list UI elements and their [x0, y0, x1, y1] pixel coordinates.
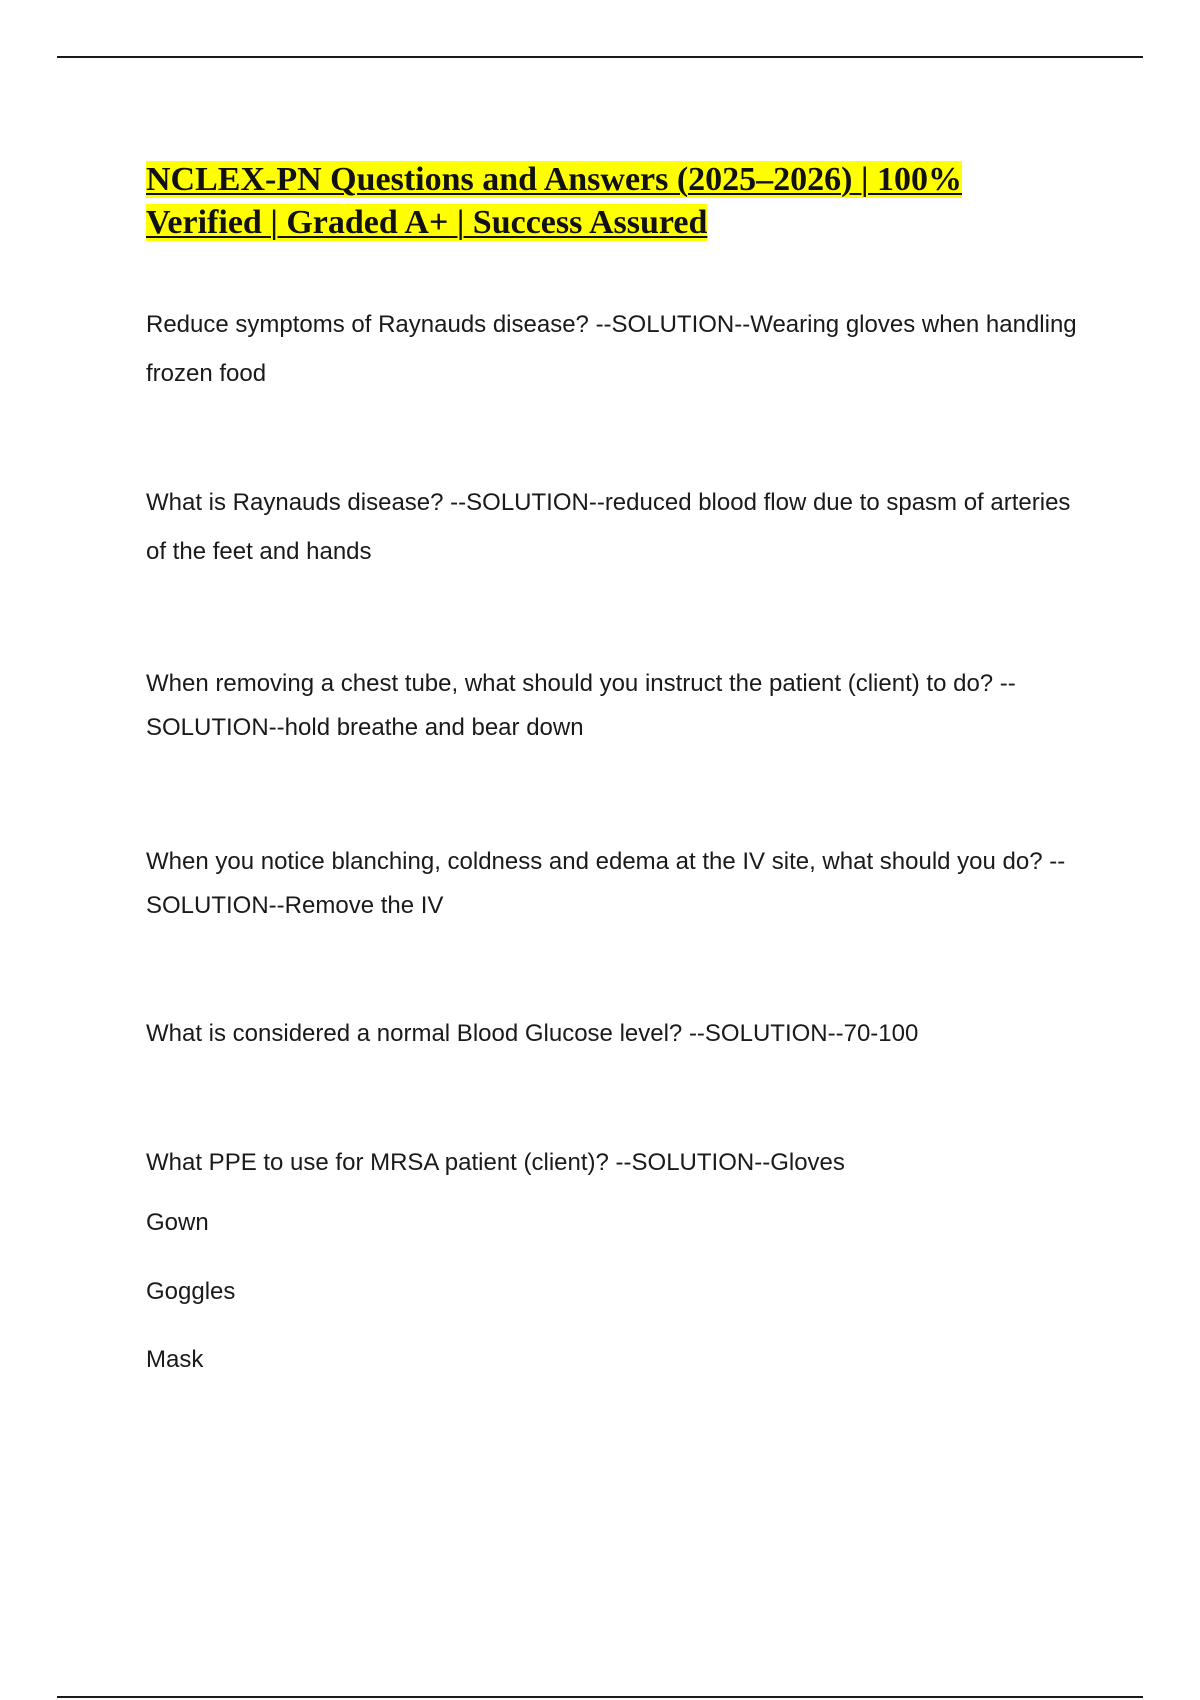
header-rule [57, 56, 1143, 58]
title-line-1: NCLEX-PN Questions and Answers (2025–2026) | 100% [146, 161, 962, 198]
title-line-2: Verified | Graded A+ | Success Assured [146, 204, 708, 241]
ppe-item-mask: Mask [146, 1346, 204, 1373]
ppe-item-goggles: Goggles [146, 1278, 236, 1305]
qa-item-chest-tube: When removing a chest tube, what should you instruct the patient (client) to do? --SOLUTION--hold breathe and bear down [146, 670, 1016, 741]
qa-item-raynauds-symptoms: Reduce symptoms of Raynauds disease? --SOLUTION--Wearing gloves when handling frozen food [146, 311, 1077, 387]
qa-item-blood-glucose: What is considered a normal Blood Glucose level? --SOLUTION--70-100 [146, 1020, 919, 1047]
qa-item-iv-site: When you notice blanching, coldness and edema at the IV site, what should you do? --SOLUTION--Remove the IV [146, 848, 1066, 919]
document-title [146, 158, 1066, 244]
qa-item-raynauds-definition: What is Raynauds disease? --SOLUTION--reduced blood flow due to spasm of arteries of the feet and hands [146, 489, 1071, 565]
footer-rule [57, 1696, 1143, 1698]
qa-item-mrsa-ppe: What PPE to use for MRSA patient (client)? --SOLUTION--Gloves [146, 1149, 845, 1176]
ppe-item-gown: Gown [146, 1209, 209, 1236]
